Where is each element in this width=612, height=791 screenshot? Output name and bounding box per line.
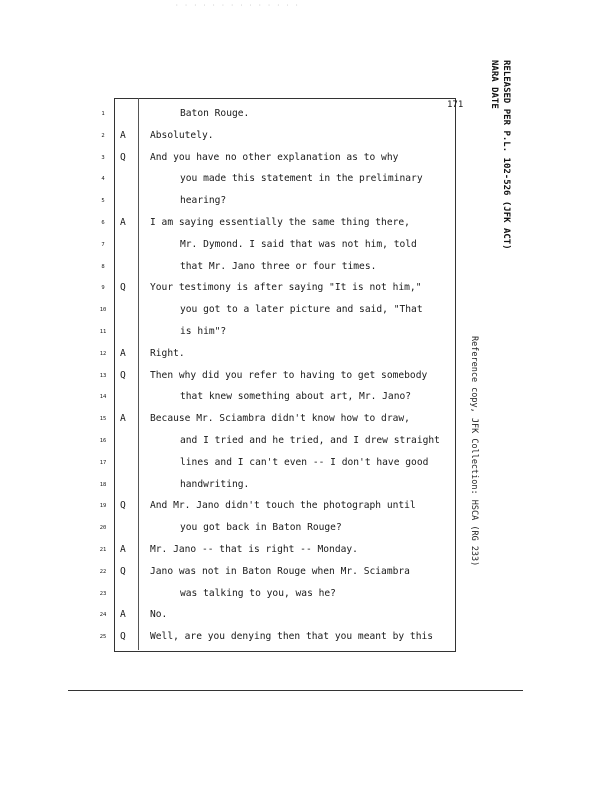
testimony-text: Absolutely. xyxy=(150,129,214,141)
transcript-line xyxy=(0,457,612,478)
transcript-line xyxy=(0,609,612,630)
line-number: 17 xyxy=(99,459,107,466)
testimony-text: Because Mr. Sciambra didn't know how to draw, xyxy=(150,413,410,425)
line-number: 11 xyxy=(99,329,107,335)
speaker-label: A xyxy=(120,609,126,621)
transcript-line xyxy=(0,348,612,369)
testimony-text: Your testimony is after saying "It is not him," xyxy=(150,282,422,294)
transcript-line xyxy=(0,195,612,216)
testimony-text: you got to a later picture and said, "That xyxy=(180,304,423,316)
transcript-line xyxy=(0,173,612,194)
line-number: 14 xyxy=(99,394,107,401)
transcript-line xyxy=(0,391,612,412)
page-number: 171 xyxy=(447,100,464,110)
transcript-line xyxy=(0,217,612,238)
speaker-label: A xyxy=(120,413,126,425)
speaker-label: A xyxy=(120,347,126,359)
transcript-line xyxy=(0,108,612,129)
speaker-label: Q xyxy=(120,500,126,512)
testimony-text: Mr. Dymond. I said that was not him, told xyxy=(180,238,417,250)
testimony-text: Jano was not in Baton Rouge when Mr. Sciambra xyxy=(150,565,410,577)
line-number: 10 xyxy=(99,307,107,314)
line-number: 12 xyxy=(99,350,107,357)
transcript-line xyxy=(0,413,612,434)
testimony-text: you got back in Baton Rouge? xyxy=(180,522,342,534)
testimony-text: you made this statement in the preliminary xyxy=(180,173,423,185)
line-number: 8 xyxy=(101,263,105,270)
top-stamp: · · · · · · · · · · · · · · xyxy=(175,2,300,9)
testimony-text: And you have no other explanation as to why xyxy=(150,151,399,163)
transcript-line xyxy=(0,500,612,521)
transcript-line xyxy=(0,435,612,456)
line-number: 20 xyxy=(99,525,107,532)
testimony-text: and I tried and he tried, and I drew straight xyxy=(180,435,440,446)
line-number: 5 xyxy=(101,198,105,205)
line-number: 21 xyxy=(99,547,107,553)
testimony-text: is him"? xyxy=(180,326,227,337)
line-number: 13 xyxy=(99,372,107,379)
speaker-label: A xyxy=(120,217,126,228)
testimony-text: No. xyxy=(150,609,168,621)
line-number: 3 xyxy=(101,154,105,161)
line-number: 7 xyxy=(101,241,105,248)
line-number: 4 xyxy=(101,176,105,183)
line-number: 24 xyxy=(99,612,107,619)
transcript-line xyxy=(0,370,612,391)
testimony-text: Well, are you denying then that you meant by this xyxy=(150,631,434,643)
testimony-text: And Mr. Jano didn't touch the photograph until xyxy=(150,500,416,512)
transcript-line xyxy=(0,566,612,587)
line-number: 1 xyxy=(101,111,105,117)
transcript-line xyxy=(0,631,612,652)
testimony-text: I am saying essentially the same thing there, xyxy=(150,217,410,228)
transcript-line xyxy=(0,522,612,543)
release-stamp-line1: RELEASED PER P.L. 102-526 (JFK ACT) xyxy=(501,60,511,250)
speaker-label: A xyxy=(120,129,126,141)
speaker-label: Q xyxy=(120,151,126,163)
testimony-text: Right. xyxy=(150,347,185,359)
speaker-label: Q xyxy=(120,369,126,381)
testimony-text: Then why did you refer to having to get somebody xyxy=(150,369,428,381)
transcript-line xyxy=(0,544,612,565)
testimony-text: was talking to you, was he? xyxy=(180,587,336,599)
line-number: 16 xyxy=(99,438,107,444)
speaker-label: Q xyxy=(120,631,126,643)
line-number: 6 xyxy=(101,220,105,226)
transcript-line xyxy=(0,130,612,151)
line-number: 9 xyxy=(101,285,105,292)
transcript-line xyxy=(0,152,612,173)
testimony-text: that knew something about art, Mr. Jano? xyxy=(180,391,412,403)
testimony-text: Mr. Jano -- that is right -- Monday. xyxy=(150,544,358,555)
speaker-label: A xyxy=(120,544,126,555)
transcript-line xyxy=(0,239,612,260)
speaker-label: Q xyxy=(120,282,126,294)
transcript-line xyxy=(0,304,612,325)
testimony-text: lines and I can't even -- I don't have good xyxy=(180,456,429,468)
speaker-label: Q xyxy=(120,565,126,577)
line-number: 15 xyxy=(99,416,107,423)
line-number: 25 xyxy=(99,634,107,641)
transcript-line xyxy=(0,479,612,500)
bottom-rule xyxy=(68,690,523,691)
line-number: 2 xyxy=(101,132,105,139)
transcript-line xyxy=(0,588,612,609)
release-stamp-line2: NARA DATE xyxy=(489,60,499,109)
testimony-text: hearing? xyxy=(180,195,227,207)
reference-copy-note: Reference copy, JFK Collection: HSCA (RG 233) xyxy=(469,336,479,567)
transcript-line xyxy=(0,282,612,303)
line-number: 18 xyxy=(99,481,107,488)
line-number: 22 xyxy=(99,568,107,575)
line-number: 23 xyxy=(99,590,107,597)
transcript-line xyxy=(0,326,612,347)
transcript-line xyxy=(0,261,612,282)
testimony-text: that Mr. Jano three or four times. xyxy=(180,260,377,272)
testimony-text: Baton Rouge. xyxy=(180,108,250,119)
line-number: 19 xyxy=(99,503,107,510)
testimony-text: handwriting. xyxy=(180,478,250,490)
